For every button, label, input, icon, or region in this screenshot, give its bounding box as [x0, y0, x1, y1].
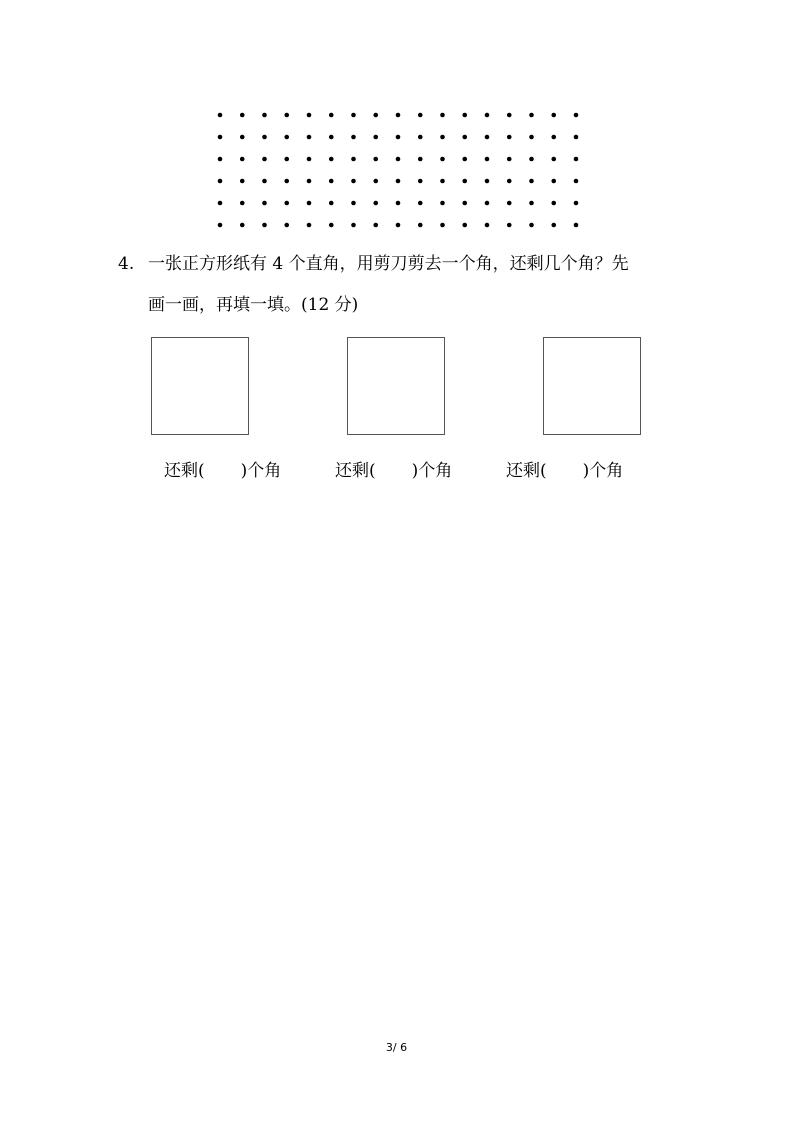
grid-dot — [351, 223, 356, 228]
grid-dot — [440, 201, 445, 206]
grid-dot — [329, 201, 334, 206]
answer-prefix: 还剩( — [506, 461, 547, 481]
grid-dot — [529, 113, 534, 118]
grid-dot — [218, 179, 223, 184]
grid-dot — [462, 157, 467, 162]
grid-dot — [574, 201, 579, 206]
answer-prefix: 还剩( — [164, 461, 205, 481]
grid-dot — [240, 201, 245, 206]
grid-dot — [551, 223, 556, 228]
grid-dot — [462, 113, 467, 118]
grid-dot — [529, 135, 534, 140]
grid-dot — [485, 135, 490, 140]
grid-dot — [551, 157, 556, 162]
grid-dot — [462, 223, 467, 228]
grid-dot — [262, 135, 267, 140]
grid-dot — [418, 223, 423, 228]
drawing-square-2[interactable] — [347, 337, 445, 435]
grid-dot — [507, 201, 512, 206]
grid-dot — [373, 157, 378, 162]
grid-dot — [307, 135, 312, 140]
grid-dot — [485, 223, 490, 228]
grid-dot — [218, 223, 223, 228]
grid-dot — [529, 157, 534, 162]
grid-dot — [440, 157, 445, 162]
grid-dot — [507, 223, 512, 228]
grid-dot — [351, 135, 356, 140]
drawing-square-1[interactable] — [151, 337, 249, 435]
grid-dot — [396, 201, 401, 206]
grid-dot — [307, 201, 312, 206]
grid-dot — [351, 157, 356, 162]
grid-dot — [284, 201, 289, 206]
grid-dot — [529, 179, 534, 184]
grid-dot — [507, 135, 512, 140]
grid-dot — [329, 179, 334, 184]
grid-dot — [373, 223, 378, 228]
grid-dot — [262, 113, 267, 118]
grid-dot — [373, 179, 378, 184]
grid-dot — [462, 179, 467, 184]
grid-dot — [507, 113, 512, 118]
grid-dot — [329, 157, 334, 162]
grid-dot — [462, 201, 467, 206]
question-4-line-2: 画一画，再填一填。(12 分) — [148, 295, 359, 315]
grid-dot — [551, 201, 556, 206]
grid-dot — [373, 113, 378, 118]
grid-dot — [329, 113, 334, 118]
grid-dot — [574, 179, 579, 184]
grid-dot — [262, 201, 267, 206]
grid-dot — [529, 223, 534, 228]
grid-dot — [262, 179, 267, 184]
grid-dot — [351, 113, 356, 118]
question-4-text: 一张正方形纸有 4 个直角，用剪刀剪去一个角，还剩几个角？先 — [148, 254, 629, 274]
grid-dot — [284, 179, 289, 184]
grid-dot — [418, 201, 423, 206]
grid-dot — [551, 179, 556, 184]
grid-dot — [440, 179, 445, 184]
grid-dot — [284, 113, 289, 118]
grid-dot — [218, 135, 223, 140]
answer-label-2 — [335, 459, 452, 483]
grid-dot — [329, 223, 334, 228]
grid-dot — [396, 223, 401, 228]
grid-dot — [218, 201, 223, 206]
grid-dot — [529, 201, 534, 206]
grid-dot — [284, 135, 289, 140]
answer-label-1 — [164, 459, 281, 483]
grid-dot — [440, 223, 445, 228]
grid-dot — [485, 201, 490, 206]
grid-dot — [485, 113, 490, 118]
grid-dot — [551, 113, 556, 118]
answer-suffix: )个角 — [240, 461, 282, 481]
answer-suffix: )个角 — [582, 461, 624, 481]
grid-dot — [240, 113, 245, 118]
grid-dot — [485, 157, 490, 162]
grid-dot — [574, 223, 579, 228]
dot-grid — [210, 105, 586, 235]
grid-dot — [418, 113, 423, 118]
grid-dot — [284, 157, 289, 162]
grid-dot — [574, 157, 579, 162]
question-number: 4. — [118, 254, 135, 274]
grid-dot — [507, 157, 512, 162]
grid-dot — [240, 179, 245, 184]
grid-dot — [240, 223, 245, 228]
grid-dot — [284, 223, 289, 228]
grid-dot — [262, 157, 267, 162]
grid-dot — [418, 157, 423, 162]
grid-dot — [373, 135, 378, 140]
grid-dot — [551, 135, 556, 140]
grid-dot — [240, 135, 245, 140]
grid-dot — [485, 179, 490, 184]
grid-dot — [307, 223, 312, 228]
answer-prefix: 还剩( — [335, 461, 376, 481]
grid-dot — [307, 113, 312, 118]
grid-dot — [262, 223, 267, 228]
grid-dot — [418, 179, 423, 184]
grid-dot — [218, 113, 223, 118]
grid-dot — [507, 179, 512, 184]
answer-suffix: )个角 — [411, 461, 453, 481]
grid-dot — [396, 179, 401, 184]
question-4-line-1 — [118, 252, 629, 276]
drawing-square-3[interactable] — [543, 337, 641, 435]
grid-dot — [307, 157, 312, 162]
grid-dot — [574, 135, 579, 140]
grid-dot — [307, 179, 312, 184]
grid-dot — [574, 113, 579, 118]
grid-dot — [462, 135, 467, 140]
grid-dot — [373, 201, 378, 206]
grid-dot — [218, 157, 223, 162]
grid-dot — [396, 113, 401, 118]
grid-dot — [396, 135, 401, 140]
grid-dot — [329, 135, 334, 140]
page-number: 3/ 6 — [385, 1041, 408, 1054]
grid-dot — [351, 179, 356, 184]
grid-dot — [240, 157, 245, 162]
grid-dot — [351, 201, 356, 206]
answer-label-3 — [506, 459, 623, 483]
grid-dot — [418, 135, 423, 140]
grid-dot — [440, 113, 445, 118]
grid-dot — [396, 157, 401, 162]
grid-dot — [440, 135, 445, 140]
